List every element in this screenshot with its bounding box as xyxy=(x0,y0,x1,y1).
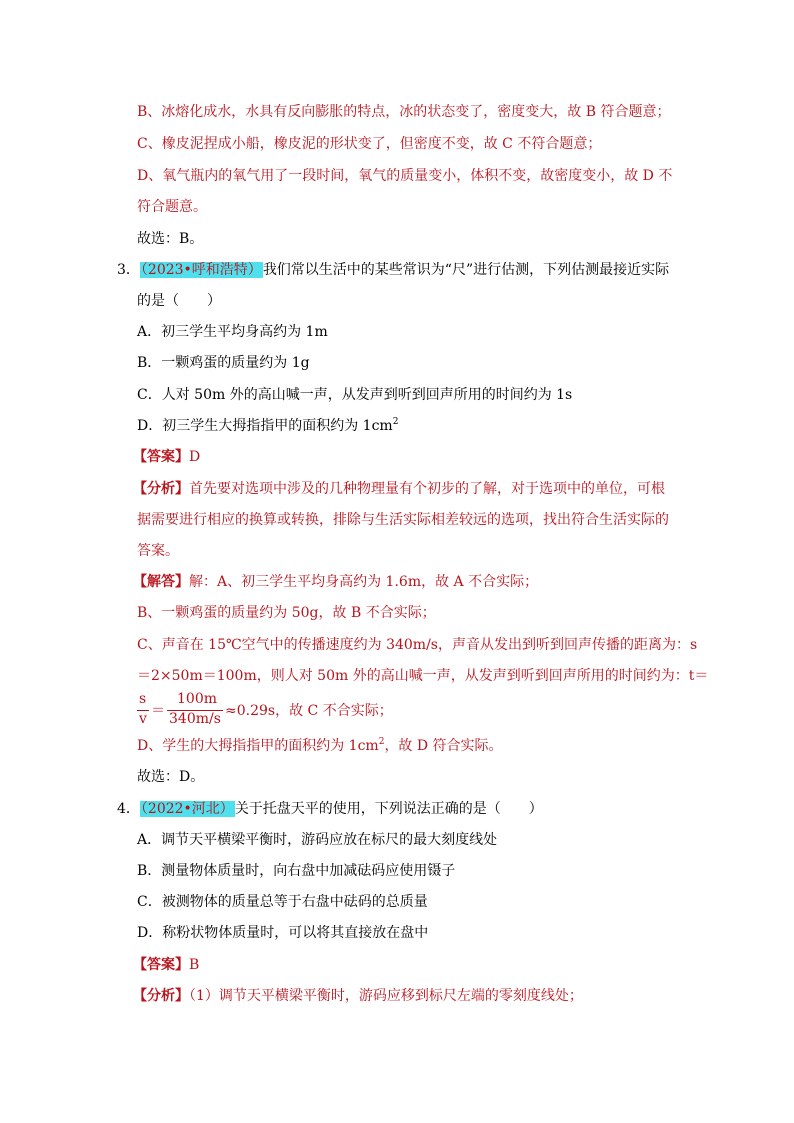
q3-solution-c-formula xyxy=(137,691,657,735)
q3-option-c: C．人对 50m 外的高山喊一声，从发声到听到回声所用的时间约为 1s xyxy=(137,387,573,403)
q4-stem xyxy=(117,799,543,819)
q2-option-d-explanation-line2: 符合题意。 xyxy=(137,199,207,215)
q3-final-choice: 故选：D。 xyxy=(137,769,205,785)
q2-option-c-explanation: C、橡皮泥捏成小船，橡皮泥的形状变了，但密度不变，故 C 不符合题意； xyxy=(137,136,602,152)
q3-analysis-line1 xyxy=(133,479,665,499)
q3-source-tag: （2023•呼和浩特） xyxy=(140,262,262,278)
q4-answer-value: B xyxy=(189,957,200,973)
q3-answer-value: D xyxy=(189,449,201,465)
q3-option-b: B．一颗鸡蛋的质量约为 1g xyxy=(137,355,310,371)
q3-solution-c-line1: C、声音在 15℃空气中的传播速度约为 340m/s，声音从发出到听到回声传播的距离为：s xyxy=(137,637,698,653)
q2-final-choice: 故选：B。 xyxy=(137,231,204,247)
fraction-340ms-denominator: 340m/s xyxy=(169,711,221,727)
q3-solution-d-text: D、学生的大拇指指甲的面积约为 1cm xyxy=(137,738,379,754)
q3-solution-d-tail: ，故 D 符合实际。 xyxy=(384,738,503,754)
q3-stem-line1 xyxy=(117,260,669,280)
q4-analysis-text: （1）调节天平横梁平衡时，游码应移到标尺左端的零刻度线处； xyxy=(189,988,583,1004)
q4-source-tag: （2022•河北） xyxy=(140,801,234,817)
q2-option-b-explanation: B、冰熔化成水，水具有反向膨胀的特点，冰的状态变了，密度变大，故 B 符合题意； xyxy=(137,104,671,120)
q3-stem-line2: 的是（ ） xyxy=(137,293,221,309)
q2-option-d-explanation-line1: D、氧气瓶内的氧气用了一段时间，氧气的质量变小，体积不变，故密度变小，故 D 不 xyxy=(137,168,673,184)
q4-stem-text: 关于托盘天平的使用，下列说法正确的是（ ） xyxy=(234,801,543,817)
q4-option-b: B．测量物体质量时，向右盘中加减砝码应使用镊子 xyxy=(137,863,456,879)
fraction-v-denominator: v xyxy=(139,711,147,727)
q3-solution-b: B、一颗鸡蛋的质量约为 50g，故 B 不合实际； xyxy=(137,605,436,621)
q3-analysis-line3: 答案。 xyxy=(137,543,179,559)
q3-solution-c-result: ≈0.29s，故 C 不合实际； xyxy=(225,703,393,719)
q3-analysis-label: 【分析】 xyxy=(133,481,189,497)
q3-solution-a: 解：A、初三学生平均身高约为 1.6m，故 A 不合实际； xyxy=(189,574,539,590)
q4-option-a: A．调节天平横梁平衡时，游码应放在标尺的最大刻度线处 xyxy=(137,832,498,848)
q4-answer xyxy=(133,955,199,975)
q3-solution-label: 【解答】 xyxy=(133,574,189,590)
q4-analysis-label: 【分析】 xyxy=(133,988,189,1004)
q4-answer-label: 【答案】 xyxy=(133,957,189,973)
q3-analysis-line2: 据需要进行相应的换算或转换，排除与生活实际相差较远的选项，找出符合生活实际的 xyxy=(137,512,669,528)
q3-number: 3． xyxy=(117,262,140,278)
q3-solution-line1 xyxy=(133,572,538,592)
equals-sign: ＝ xyxy=(151,703,165,719)
q3-stem-text: 我们常以生活中的某些常识为“尺”进行估测，下列估测最接近实际 xyxy=(262,262,670,278)
q3-option-d-text: D．初三学生大拇指指甲的面积约为 1cm xyxy=(137,418,393,434)
q3-solution-d xyxy=(137,736,503,756)
q3-solution-d-superscript: 2 xyxy=(378,737,385,747)
q3-solution-c-line2: ＝2×50m＝100m，则人对 50m 外的高山喊一声，从发声到听到回声所用的时间约为：t＝ xyxy=(137,668,709,684)
q3-answer xyxy=(133,447,200,467)
q3-answer-label: 【答案】 xyxy=(133,449,189,465)
q4-option-c: C．被测物体的质量总等于右盘中砝码的总质量 xyxy=(137,894,428,910)
q4-number: 4． xyxy=(117,801,140,817)
q4-analysis-line1 xyxy=(133,986,583,1006)
fraction-s-numerator: s xyxy=(139,691,147,707)
q4-option-d: D．称粉状物体质量时，可以将其直接放在盘中 xyxy=(137,925,429,941)
q3-option-d-superscript: 2 xyxy=(392,417,399,427)
q3-option-d xyxy=(137,416,398,436)
q3-option-a: A．初三学生平均身高约为 1m xyxy=(137,324,328,340)
q3-analysis-text: 首先要对选项中涉及的几种物理量有个初步的了解，对于选项中的单位，可根 xyxy=(189,481,665,497)
fraction-100m-numerator: 100m xyxy=(177,691,217,707)
